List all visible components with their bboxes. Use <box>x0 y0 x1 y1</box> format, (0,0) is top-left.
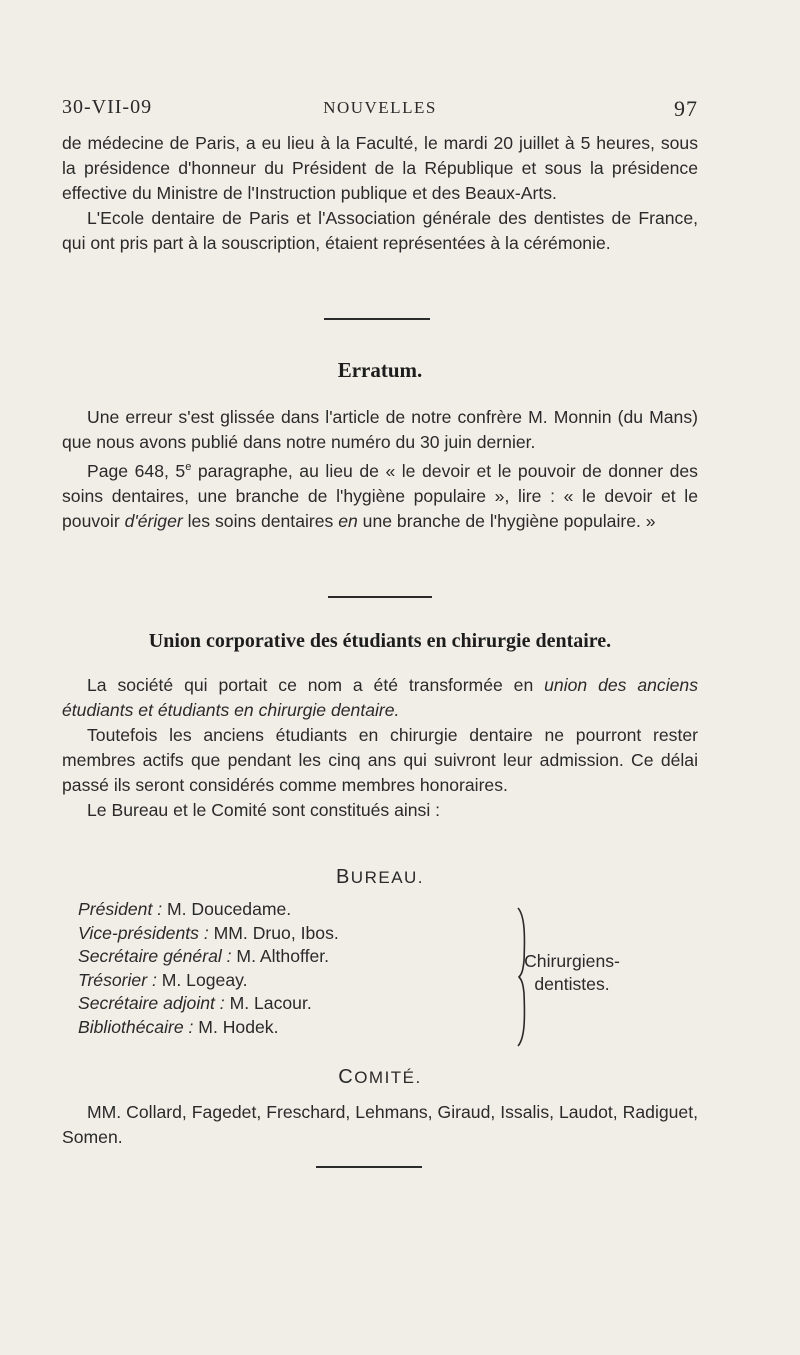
comite-heading: COMITÉ. <box>338 1066 422 1088</box>
bureau-heading: BUREAU. <box>335 866 425 888</box>
officer-entry: Secrétaire général : M. Althoffer. <box>78 946 330 966</box>
officer-entry: Vice-présidents : MM. Druo, Ibos. <box>78 922 339 943</box>
separator-rule <box>328 596 432 598</box>
union-paragraph-3: Le Bureau et le Comité sont constitués ainsi : <box>87 800 441 820</box>
erratum-paragraph-2: Page 648, 5e paragraphe, au lieu de « le devoir et le pouvoir de donner des soins dentaires, une branche de l'hygiène populaire », lire : « le devoir et le pouvoir d'ériger les soins dentaires en une branche de l'hygiène populaire. » <box>62 460 698 531</box>
officers-list <box>78 898 339 1039</box>
officer-entry: Trésorier : M. Logeay. <box>78 969 248 990</box>
running-header <box>62 96 698 126</box>
officer-entry: Secrétaire adjoint : M. Lacour. <box>78 993 312 1013</box>
erratum-title: Erratum. <box>337 358 423 382</box>
union-text <box>62 673 698 823</box>
header-date: 30-VII-09 <box>62 96 153 118</box>
intro-paragraph-1: de médecine de Paris, a eu lieu à la Faculté, le mardi 20 juillet à 5 heures, sous la présidence d'honneur du Président de la République et sous la présidence effective du Ministre de l'Instruction publique et des Beaux-Arts. <box>62 133 698 203</box>
comite-text <box>62 1100 698 1150</box>
separator-rule <box>324 318 430 320</box>
union-title: Union corporative des étudiants en chirurgie dentaire. <box>148 630 612 652</box>
header-section: NOUVELLES <box>323 98 437 117</box>
union-paragraph-2: Toutefois les anciens étudiants en chirurgie dentaire ne pourront rester membres actifs que pendant les cinq ans qui suivront leur admission. Ce délai passé ils seront considérés comme membres honoraires. <box>62 725 698 795</box>
erratum-text <box>62 405 698 534</box>
page-number: 97 <box>674 96 698 121</box>
bureau-list <box>78 898 698 1048</box>
separator-rule <box>316 1166 422 1168</box>
officer-entry: Président : M. Doucedame. <box>78 899 292 919</box>
intro-text <box>62 131 698 256</box>
intro-paragraph-2: L'Ecole dentaire de Paris et l'Association générale des dentistes de France, qui ont pris part à la souscription, étaient représentées à la cérémonie. <box>62 208 698 253</box>
officer-entry: Bibliothécaire : M. Hodek. <box>78 1016 279 1037</box>
bracket-label: Chirurgiens- dentistes. <box>524 951 620 994</box>
erratum-paragraph-1: Une erreur s'est glissée dans l'article de notre confrère M. Monnin (du Mans) que nous avons publié dans notre numéro du 30 juin dernier. <box>62 407 698 452</box>
union-paragraph-1: La société qui portait ce nom a été transformée en union des anciens étudiants et étudiants en chirurgie dentaire. <box>62 675 698 720</box>
comite-members: MM. Collard, Fagedet, Freschard, Lehmans, Giraud, Issalis, Laudot, Radiguet, Somen. <box>62 1102 698 1147</box>
